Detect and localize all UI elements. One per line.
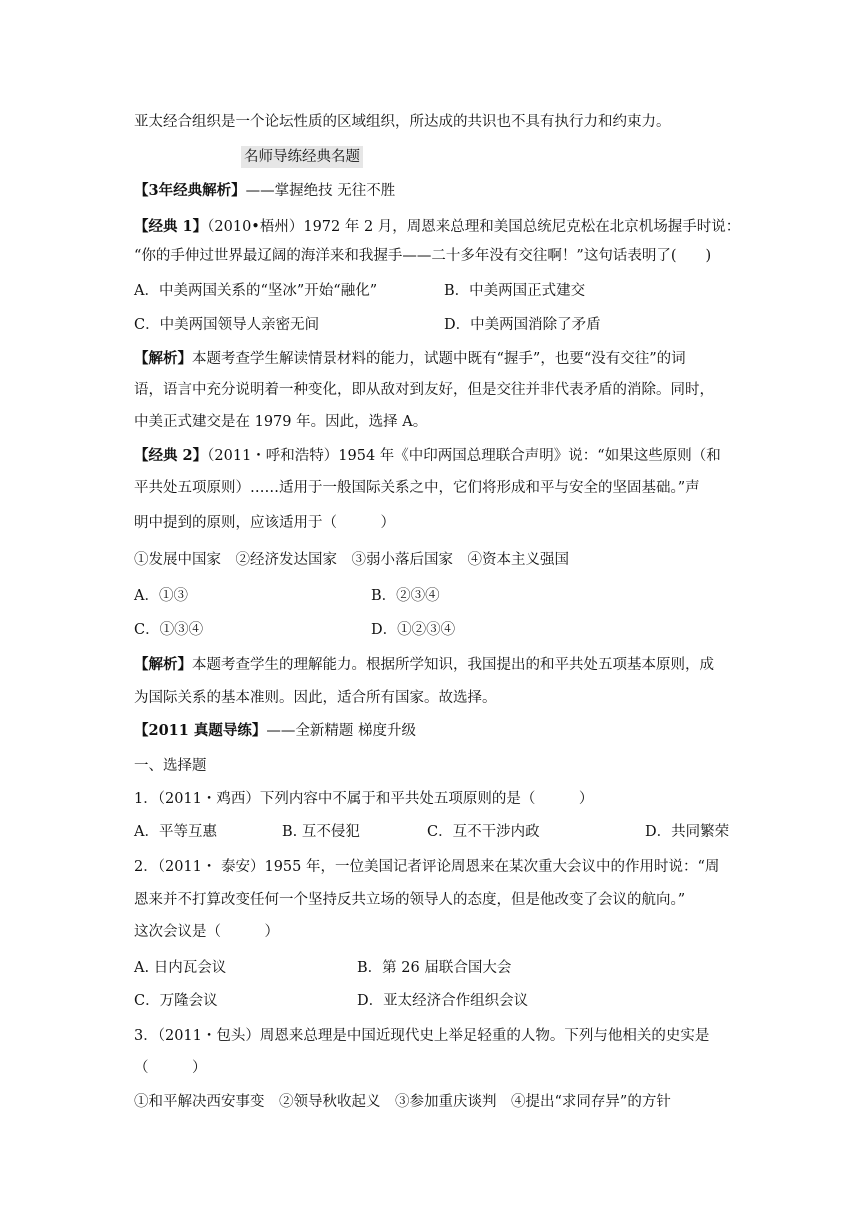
q2-option-a: A. 日内瓦会议	[134, 960, 227, 976]
section-heading-classic	[134, 181, 395, 201]
classic1-stem-line1	[134, 217, 740, 237]
classic1-analysis-text: 本题考查学生解读情景材料的能力，试题中既有“握手”，也要“没有交往”的词	[192, 351, 686, 367]
classic2-analysis-tag: 【解析】	[134, 656, 192, 673]
classic2-stem-line1	[134, 446, 721, 466]
classic1-analysis-line3: 中美正式建交是在 1979 年。因此，选择 A。	[134, 414, 428, 430]
q2-option-d: D．亚太经济合作组织会议	[357, 993, 529, 1009]
classic1-analysis-line1	[134, 349, 686, 369]
classic2-option-d: D．①②③④	[371, 622, 456, 638]
classic2-analysis-line2: 为国际关系的基本准则。因此，适合所有国家。故选择。	[134, 690, 497, 706]
section-banner: 名师导练经典名题	[241, 146, 363, 168]
q2-stem-line1: 2．（2011・ 泰安）1955 年，一位美国记者评论周恩来在某次重大会议中的作用时说：“周	[134, 859, 720, 875]
classic1-stem-text: （2010•梧州）1972 年 2 月，周恩来总理和美国总统尼克松在北京机场握手时说：	[207, 219, 741, 235]
q2-option-b: B．第 26 届联合国大会	[357, 960, 512, 976]
classic2-stem-line3: 明中提到的原则，应该适用于（ ）	[134, 515, 395, 531]
classic1-analysis-tag: 【解析】	[134, 350, 192, 367]
intro-line: 亚太经合组织是一个论坛性质的区域组织，所达成的共识也不具有执行力和约束力。	[134, 114, 671, 130]
q3-items: ①和平解决西安事变 ②领导秋收起义 ③参加重庆谈判 ④提出“求同存异”的方针	[134, 1094, 671, 1110]
section-heading-subtitle: ——掌握绝技 无往不胜	[245, 183, 396, 199]
classic2-stem-line2: 平共处五项原则）……适用于一般国际关系之中，它们将形成和平与安全的坚固基础。”声	[134, 480, 700, 496]
classic1-stem-line2: “你的手伸过世界最辽阔的海洋来和我握手——二十多年没有交往啊！”这句话表明了( )	[134, 248, 712, 264]
classic2-items: ①发展中国家 ②经济发达国家 ③弱小落后国家 ④资本主义强国	[134, 552, 569, 568]
classic2-analysis-text: 本题考查学生的理解能力。根据所学知识，我国提出的和平共处五项基本原则，成	[192, 657, 714, 673]
q1-option-c: C．互不干涉内政	[427, 824, 540, 840]
q2-stem-line2: 恩来并不打算改变任何一个坚持反共立场的领导人的态度，但是他改变了会议的航向。”	[134, 892, 686, 908]
q1-option-d: D．共同繁荣	[645, 824, 730, 840]
classic1-option-d: D．中美两国消除了矛盾	[444, 317, 601, 333]
subsection-heading: 一、选择题	[134, 758, 207, 774]
section-heading-practice	[134, 721, 416, 741]
classic2-analysis-line1	[134, 655, 714, 675]
classic2-stem-text: （2011・呼和浩特）1954 年《中印两国总理联合声明》说：“如果这些原则（和	[207, 448, 721, 464]
classic1-analysis-line2: 语，语言中充分说明着一种变化，即从敌对到友好，但是交往并非代表矛盾的消除。同时，	[134, 382, 714, 398]
q1-stem: 1．（2011・鸡西）下列内容中不属于和平共处五项原则的是（ ）	[134, 791, 594, 807]
classic2-option-c: C．①③④	[134, 622, 204, 638]
q2-option-c: C．万隆会议	[134, 993, 218, 1009]
practice-heading-bracket: 【2011 真题导练】	[134, 722, 267, 739]
classic1-option-b: B．中美两国正式建交	[444, 283, 586, 299]
q1-option-b: B. 互不侵犯	[282, 824, 360, 840]
section-heading-bracket: 【3年经典解析】	[134, 182, 246, 199]
q3-stem-line2: （ ）	[134, 1060, 207, 1076]
q1-option-a: A．平等互惠	[134, 824, 217, 840]
practice-heading-subtitle: ——全新精题 梯度升级	[266, 723, 417, 739]
q3-stem-line1: 3．（2011・包头）周恩来总理是中国近现代史上举足轻重的人物。下列与他相关的史实是	[134, 1028, 710, 1044]
classic2-option-b: B．②③④	[371, 588, 440, 604]
classic1-option-c: C．中美两国领导人亲密无间	[134, 317, 320, 333]
classic1-option-a: A．中美两国关系的“坚冰”开始“融化”	[134, 283, 378, 299]
classic2-option-a: A．①③	[134, 588, 188, 604]
q2-stem-line3: 这次会议是（ ）	[134, 924, 279, 940]
classic2-tag: 【经典 2】	[134, 447, 208, 464]
classic1-tag: 【经典 1】	[134, 218, 208, 235]
